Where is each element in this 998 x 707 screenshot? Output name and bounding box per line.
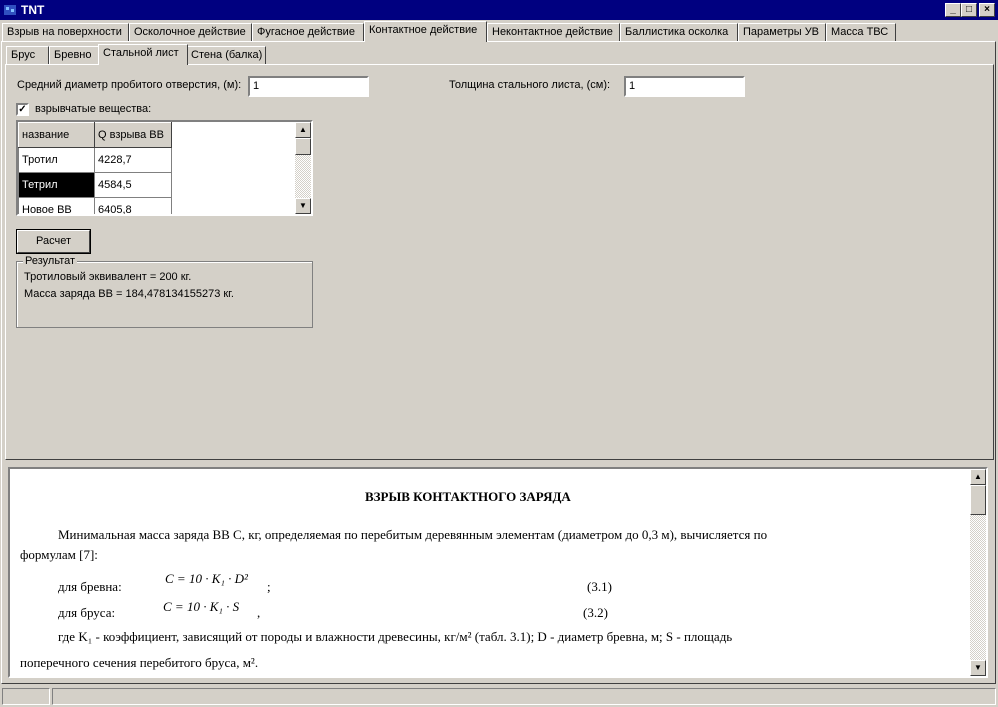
tnt-equivalent-text: Тротиловый эквивалент = 200 кг. — [24, 271, 192, 283]
explosives-checkbox[interactable]: ✓ — [16, 103, 29, 116]
charge-mass-text: Масса заряда ВВ = 184,478134155273 кг. — [24, 288, 234, 300]
beam-formula-tail: , — [257, 605, 261, 620]
tab-contact-action[interactable]: Контактное действие — [364, 21, 487, 42]
thickness-input[interactable]: 1 — [624, 76, 745, 97]
explosives-table — [18, 122, 172, 216]
scroll-up-icon[interactable]: ▲ — [295, 122, 311, 138]
where-paragraph: где K₁ - коэффициент, зависящий от породы и влажности древесины, кг/м² (табл. 3.1); D - диаметр бревна, м; S - площадь — [58, 629, 733, 644]
beam-formula: C = 10 · K₁ · S — [163, 599, 240, 614]
doc-scroll-down-icon[interactable]: ▼ — [970, 660, 986, 676]
calculate-button[interactable]: Расчет — [17, 230, 90, 253]
document-view[interactable] — [8, 467, 988, 678]
tab-fragmentation[interactable]: Осколочное действие — [129, 23, 252, 41]
cell-q[interactable]: 4584,5 — [95, 173, 172, 198]
result-groupbox — [16, 255, 313, 328]
tab-fae-mass[interactable]: Масса ТВС — [826, 23, 896, 41]
thickness-label: Толщина стального листа, (см): — [449, 79, 611, 91]
tab-fragment-ballistics[interactable]: Баллистика осколка — [620, 23, 738, 41]
tab-non-contact[interactable]: Неконтактное действие — [487, 23, 620, 41]
scroll-thumb[interactable] — [295, 138, 311, 155]
doc-scroll-up-icon[interactable]: ▲ — [970, 469, 986, 485]
header-name[interactable]: название — [19, 123, 95, 148]
doc-scroll-thumb[interactable] — [970, 485, 986, 515]
beam-equation-number: (3.2) — [583, 605, 608, 620]
cell-name[interactable]: Новое ВВ — [19, 198, 95, 217]
subtab-wall[interactable]: Стена (балка) — [186, 46, 266, 64]
tab-high-explosive[interactable]: Фугасное действие — [252, 23, 364, 41]
log-formula-label: для бревна: — [58, 579, 122, 594]
diameter-input[interactable]: 1 — [248, 76, 369, 97]
document-paragraph: Минимальная масса заряда ВВ С, кг, определяемая по перебитым деревянным элементам (диаметром до 0,3 м), вычисляется по — [58, 527, 768, 542]
maximize-button[interactable]: □ — [961, 3, 977, 17]
log-formula-tail: ; — [267, 579, 271, 594]
tab-surface-blast[interactable]: Взрыв на поверхности — [2, 23, 129, 41]
result-legend: Результат — [25, 255, 76, 267]
subtab-log[interactable]: Бревно — [49, 46, 100, 64]
header-q[interactable]: Q взрыва ВВ — [95, 123, 172, 148]
subtab-steel-sheet[interactable]: Стальной лист — [98, 44, 188, 65]
where-paragraph-cont: поперечного сечения перебитого бруса, м². — [20, 655, 259, 670]
table-row[interactable] — [19, 148, 172, 173]
document-heading: ВЗРЫВ КОНТАКТНОГО ЗАРЯДА — [365, 489, 571, 504]
status-pane-2 — [52, 688, 996, 705]
diameter-label: Средний диаметр пробитого отверстия, (м): — [17, 79, 242, 91]
close-button[interactable]: × — [979, 3, 995, 17]
log-formula: C = 10 · K₁ · D² — [165, 571, 248, 586]
tab-shockwave-params[interactable]: Параметры УВ — [738, 23, 826, 41]
cell-q[interactable]: 4228,7 — [95, 148, 172, 173]
cell-q[interactable]: 6405,8 — [95, 198, 172, 217]
document-paragraph-cont: формулам [7]: — [20, 547, 98, 562]
minimize-button[interactable]: _ — [945, 3, 961, 17]
sub-tab-row — [4, 44, 404, 64]
grid-header-row — [19, 123, 172, 148]
explosives-grid[interactable] — [16, 120, 313, 216]
scroll-down-icon[interactable]: ▼ — [295, 198, 311, 214]
title-bar — [0, 0, 998, 20]
app-icon — [3, 3, 17, 17]
status-pane-1 — [2, 688, 50, 705]
log-equation-number: (3.1) — [587, 579, 612, 594]
window-title: TNT — [21, 3, 45, 17]
cell-name[interactable]: Тетрил — [19, 173, 95, 198]
grid-scrollbar[interactable] — [295, 122, 311, 214]
explosives-checkbox-label: взрывчатые вещества: — [35, 103, 152, 115]
subtab-beam[interactable]: Брус — [6, 46, 49, 64]
status-bar — [0, 686, 998, 707]
table-row[interactable] — [19, 173, 172, 198]
document-scrollbar[interactable] — [970, 469, 986, 676]
table-row[interactable] — [19, 198, 172, 217]
cell-name[interactable]: Тротил — [19, 148, 95, 173]
main-tab-row — [0, 21, 998, 41]
beam-formula-label: для бруса: — [58, 605, 116, 620]
